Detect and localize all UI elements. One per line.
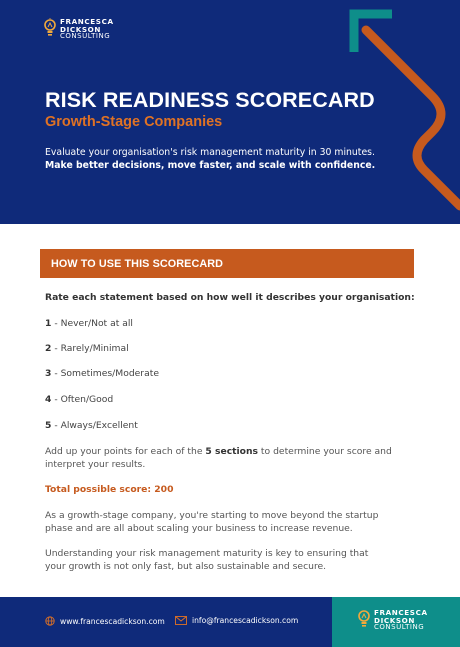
scale-item: 4 - Often/Good [45,394,114,405]
scale-label: Sometimes/Moderate [60,368,159,379]
hero-intro: Evaluate your organisation's risk management maturity in 30 minutes. [45,147,375,158]
lightbulb-icon [358,609,370,631]
scale-label: Rarely/Minimal [60,343,129,354]
page-title: RISK READINESS SCORECARD [45,88,375,112]
section-heading: HOW TO USE THIS SCORECARD [51,258,224,270]
add-up-paragraph [45,445,415,471]
paragraph-line: As a growth-stage company, you're starting to move beyond the startup [45,510,379,521]
lightbulb-icon [44,18,56,40]
add-up-text: Add up your points for each of the [45,446,206,457]
brand-line-3: CONSULTING [374,622,425,631]
hero-header [0,0,460,224]
brand-line-1: FRANCESCA [60,17,114,27]
paragraph-line: your growth is not only fast, but also sustainable and secure. [45,561,327,572]
paragraph-line: phase and are all about scaling your business to increase revenue. [45,523,353,534]
footer-brand-logo[interactable] [358,609,428,631]
maturity-paragraph [45,547,415,573]
scale-label: Often/Good [60,394,114,405]
scale-label: Never/Not at all [60,318,133,329]
add-up-bold: 5 sections [205,446,259,457]
scale-number: 1 [45,318,52,329]
instruction-text: Rate each statement based on how well it describes your organisation: [45,292,415,303]
scale-label: Always/Excellent [60,420,138,431]
email-text: info@francescadickson.com [192,616,299,625]
section-heading-banner [40,249,414,278]
scale-item: 2 - Rarely/Minimal [45,343,129,354]
scale-number: 4 [45,394,52,405]
scale-item: 5 - Always/Excellent [45,420,138,431]
total-score: Total possible score: 200 [45,484,174,495]
website-text: www.francescadickson.com [60,616,165,626]
brand-line-3: CONSULTING [60,31,111,40]
globe-icon [45,616,55,626]
scale-item: 3 - Sometimes/Moderate [45,368,159,379]
add-up-text: to determine your score and [258,446,392,457]
page-subtitle: Growth-Stage Companies [45,114,223,130]
scale-item: 1 - Never/Not at all [45,318,133,329]
email-link[interactable] [175,616,298,625]
content-area [0,224,460,597]
add-up-text: interpret your results. [45,459,146,470]
website-link[interactable] [45,616,165,626]
scale-number: 3 [45,368,52,379]
brand-line-2: DICKSON [374,615,415,625]
hero-tagline: Make better decisions, move faster, and scale with confidence. [45,160,376,171]
brand-line-2: DICKSON [60,24,101,34]
growth-paragraph [45,509,415,535]
brand-line-1: FRANCESCA [374,608,428,618]
scale-number: 2 [45,343,52,354]
scale-number: 5 [45,420,52,431]
paragraph-line: Understanding your risk management maturity is key to ensuring that [45,548,369,559]
mail-icon [175,616,187,625]
footer [0,597,460,647]
brand-logo[interactable] [44,18,114,40]
